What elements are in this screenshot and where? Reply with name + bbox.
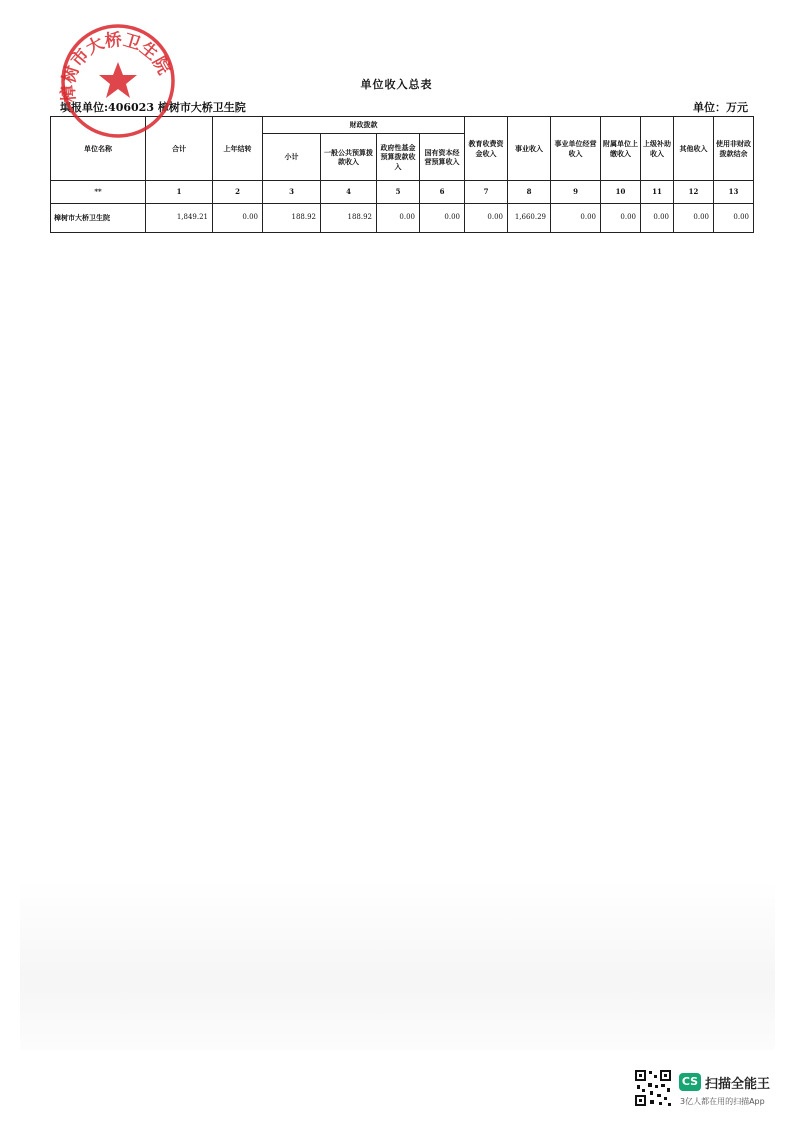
row-other-income: 0.00: [674, 204, 714, 233]
header-operating-income: 事业单位经营收入: [551, 117, 601, 181]
row-superior-subsidy: 0.00: [641, 204, 674, 233]
unit-label: 单位：万元: [693, 101, 748, 114]
index-cell: 11: [641, 181, 674, 204]
header-non-fiscal-balance: 使用非财政拨款结余: [714, 117, 754, 181]
index-cell: 2: [213, 181, 263, 204]
row-general-public-budget: 188.92: [321, 204, 377, 233]
header-total: 合计: [146, 117, 213, 181]
scan-background-shading: [20, 880, 775, 1050]
header-subtotal: 小计: [263, 134, 321, 181]
row-total: 1,849.21: [146, 204, 213, 233]
column-index-row: [51, 181, 754, 204]
row-prior-year-carryover: 0.00: [213, 204, 263, 233]
svg-text:樟树市大桥卫生院: 樟树市大桥卫生院: [58, 30, 174, 103]
header-prior-year-carryover: 上年结转: [213, 117, 263, 181]
header-business-income: 事业收入: [508, 117, 551, 181]
index-cell: 3: [263, 181, 321, 204]
header-education-fee: 教育收费资金收入: [465, 117, 508, 181]
table-row: [51, 204, 754, 233]
index-cell: 5: [377, 181, 420, 204]
row-operating-income: 0.00: [551, 204, 601, 233]
row-government-fund-budget: 0.00: [377, 204, 420, 233]
scanner-slogan: 3亿人都在用的扫描App: [680, 1097, 765, 1106]
header-government-fund-budget: 政府性基金预算拨款收入: [377, 134, 420, 181]
index-cell: 13: [714, 181, 754, 204]
row-unit-name: 樟树市大桥卫生院: [51, 204, 146, 233]
header-superior-subsidy: 上级补助收入: [641, 117, 674, 181]
header-other-income: 其他收入: [674, 117, 714, 181]
index-cell: 1: [146, 181, 213, 204]
row-affiliated-remittance: 0.00: [601, 204, 641, 233]
header-unit-name: 单位名称: [51, 117, 146, 181]
index-cell: 8: [508, 181, 551, 204]
filing-unit: 填报单位:406023 樟树市大桥卫生院: [60, 101, 246, 114]
row-business-income: 1,660.29: [508, 204, 551, 233]
header-fiscal-allocation: 财政拨款: [263, 117, 465, 134]
index-cell: 9: [551, 181, 601, 204]
row-subtotal: 188.92: [263, 204, 321, 233]
camscanner-logo: CS: [679, 1073, 701, 1091]
official-seal-stamp: [54, 22, 182, 140]
index-cell: 12: [674, 181, 714, 204]
scanner-brand: 扫描全能王: [705, 1077, 771, 1092]
index-cell: 7: [465, 181, 508, 204]
header-state-capital-budget: 国有资本经营预算收入: [420, 134, 465, 181]
header-general-public-budget: 一般公共预算拨款收入: [321, 134, 377, 181]
row-state-capital-budget: 0.00: [420, 204, 465, 233]
index-cell: 6: [420, 181, 465, 204]
index-cell: **: [51, 181, 146, 204]
row-non-fiscal-balance: 0.00: [714, 204, 754, 233]
row-education-fee: 0.00: [465, 204, 508, 233]
qr-code-icon: [634, 1069, 672, 1107]
header-affiliated-remittance: 附属单位上缴收入: [601, 117, 641, 181]
index-cell: 4: [321, 181, 377, 204]
index-cell: 10: [601, 181, 641, 204]
page-title: 单位收入总表: [360, 78, 433, 91]
